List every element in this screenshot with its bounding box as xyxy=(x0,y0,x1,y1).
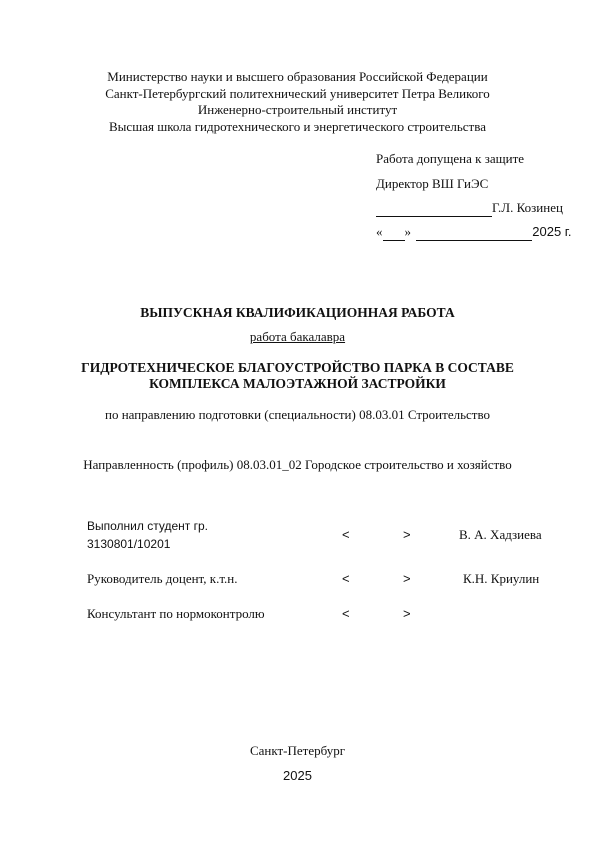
director-name: Г.Л. Козинец xyxy=(492,200,563,215)
footer-city: Санкт-Петербург xyxy=(249,743,346,758)
topic-line-1: ГИДРОТЕХНИЧЕСКОЕ БЛАГОУСТРОЙСТВО ПАРКА В СОСТАВЕ xyxy=(81,360,514,375)
supervisor-name: К.Н. Криулин xyxy=(463,571,540,586)
student-sign-close: > xyxy=(403,527,411,542)
student-role-line-1: Выполнил студент гр. xyxy=(87,519,208,533)
student-name: В. А. Хадзиева xyxy=(459,527,542,542)
direction-line: по направлению подготовки (специальности) 08.03.01 Строительство xyxy=(104,407,491,422)
work-subtype: работа бакалавра xyxy=(249,329,346,344)
ministry-line: Министерство науки и высшего образования Российской Федерации xyxy=(107,69,488,84)
admitted-label: Работа допущена к защите xyxy=(376,151,525,166)
topic-line-2: КОМПЛЕКСА МАЛОЭТАЖНОЙ ЗАСТРОЙКИ xyxy=(149,376,446,391)
director-signature-line xyxy=(376,200,563,217)
footer-year: 2025 xyxy=(283,768,312,783)
profile-line: Направленность (профиль) 08.03.01_02 Городское строительство и хозяйство xyxy=(83,457,512,472)
approval-date-line xyxy=(376,224,572,241)
supervisor-role: Руководитель доцент, к.т.н. xyxy=(87,571,238,586)
supervisor-sign-open: < xyxy=(342,571,350,586)
director-label: Директор ВШ ГиЭС xyxy=(376,176,489,191)
normcontrol-sign-close: > xyxy=(403,606,411,621)
supervisor-sign-close: > xyxy=(403,571,411,586)
day-blank xyxy=(383,224,405,241)
normcontrol-sign-open: < xyxy=(342,606,350,621)
university-line: Санкт-Петербургский политехнический университет Петра Великого xyxy=(105,86,490,101)
approval-year: 2025 г. xyxy=(532,224,572,239)
school-line: Высшая школа гидротехнического и энергетического строительства xyxy=(109,119,486,134)
student-role-line-2: 3130801/10201 xyxy=(87,537,171,551)
institute-line: Инженерно-строительный институт xyxy=(197,102,398,117)
date-open-quote: « xyxy=(376,224,383,239)
work-type-title: ВЫПУСКНАЯ КВАЛИФИКАЦИОННАЯ РАБОТА xyxy=(140,305,455,320)
month-blank xyxy=(416,224,532,241)
student-sign-open: < xyxy=(342,527,350,542)
date-close-quote: » xyxy=(404,224,411,239)
normcontrol-role: Консультант по нормоконтролю xyxy=(87,606,265,621)
signature-blank xyxy=(376,200,492,217)
